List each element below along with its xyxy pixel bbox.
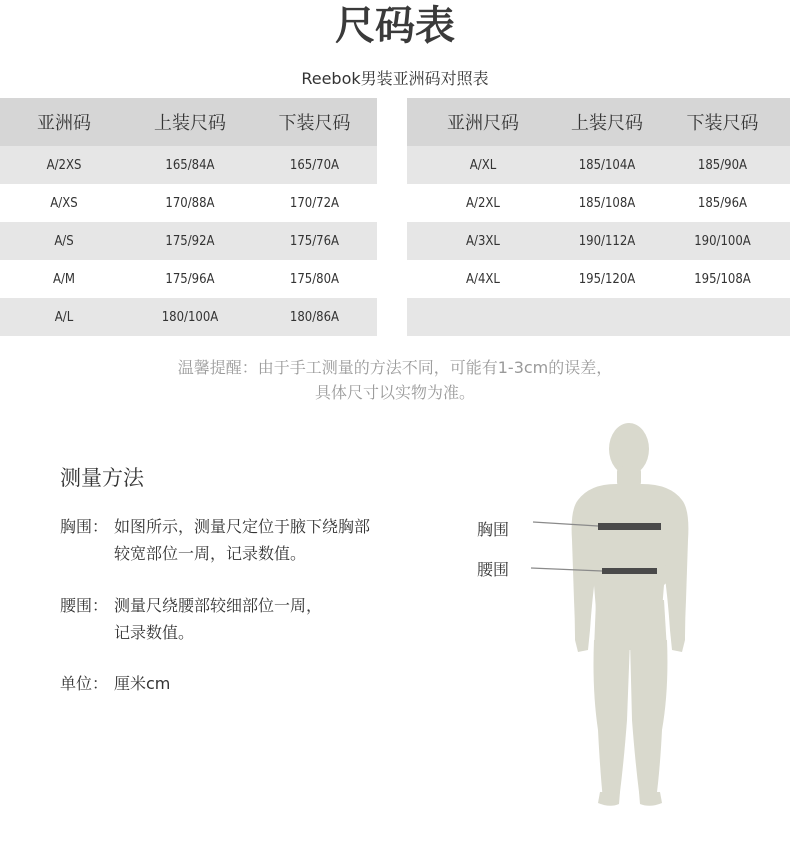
table-cell: 165/84A [128,146,252,184]
chest-method-label: 胸围： [60,517,109,536]
table-cell: A/S [0,222,128,260]
table-cell: 185/90A [655,146,790,184]
table-cell: A/3XL [407,222,559,260]
table-cell: 185/108A [559,184,655,222]
column-header: 亚洲尺码 [407,98,559,146]
waist-measure-band [602,568,657,574]
table-cell: A/4XL [407,260,559,298]
table-cell: 175/76A [252,222,377,260]
table-cell: 185/96A [655,184,790,222]
column-header: 上装尺码 [559,98,655,146]
unit-value: 厘米cm [114,674,171,693]
column-header: 亚洲码 [0,98,128,146]
table-cell: A/L [0,298,128,336]
column-header: 下装尺码 [655,98,790,146]
waist-method-text: 记录数值。 [114,623,195,642]
table-cell: 175/92A [128,222,252,260]
chest-method-text: 较宽部位一周，记录数值。 [114,544,307,563]
human-silhouette [572,423,689,806]
table-cell: A/XL [407,146,559,184]
table-cell: 190/112A [559,222,655,260]
chest-measure-band [598,523,661,530]
table-cell: 175/80A [252,260,377,298]
method-title: 测量方法 [60,466,144,490]
page-subtitle: Reebok男装亚洲码对照表 [301,69,489,88]
table-cell: 175/96A [128,260,252,298]
table-cell: 170/88A [128,184,252,222]
table-cell: 185/104A [559,146,655,184]
table-cell: 195/108A [655,260,790,298]
table-cell: 180/86A [252,298,377,336]
table-cell: 170/72A [252,184,377,222]
table-cell: 180/100A [128,298,252,336]
table-cell: A/M [0,260,128,298]
table-cell: 195/120A [559,260,655,298]
column-header: 上装尺码 [128,98,252,146]
unit-label: 单位： [60,674,109,693]
column-header: 下装尺码 [252,98,377,146]
table-cell: A/2XS [0,146,128,184]
waist-figure-label: 腰围 [477,560,510,579]
note-line: 温馨提醒：由于手工测量的方法不同，可能有1-3cm的误差， [177,358,613,377]
table-cell: A/2XL [407,184,559,222]
waist-method-text: 测量尺绕腰部较细部位一周， [114,596,323,615]
table-cell: 165/70A [252,146,377,184]
table-cell: 190/100A [655,222,790,260]
waist-method-label: 腰围： [60,596,109,615]
note-line: 具体尺寸以实物为准。 [314,383,475,402]
chest-figure-label: 胸围 [477,520,510,539]
chest-method-text: 如图所示，测量尺定位于腋下绕胸部 [114,517,371,536]
page-title: 尺码表 [335,3,455,49]
table-cell: A/XS [0,184,128,222]
